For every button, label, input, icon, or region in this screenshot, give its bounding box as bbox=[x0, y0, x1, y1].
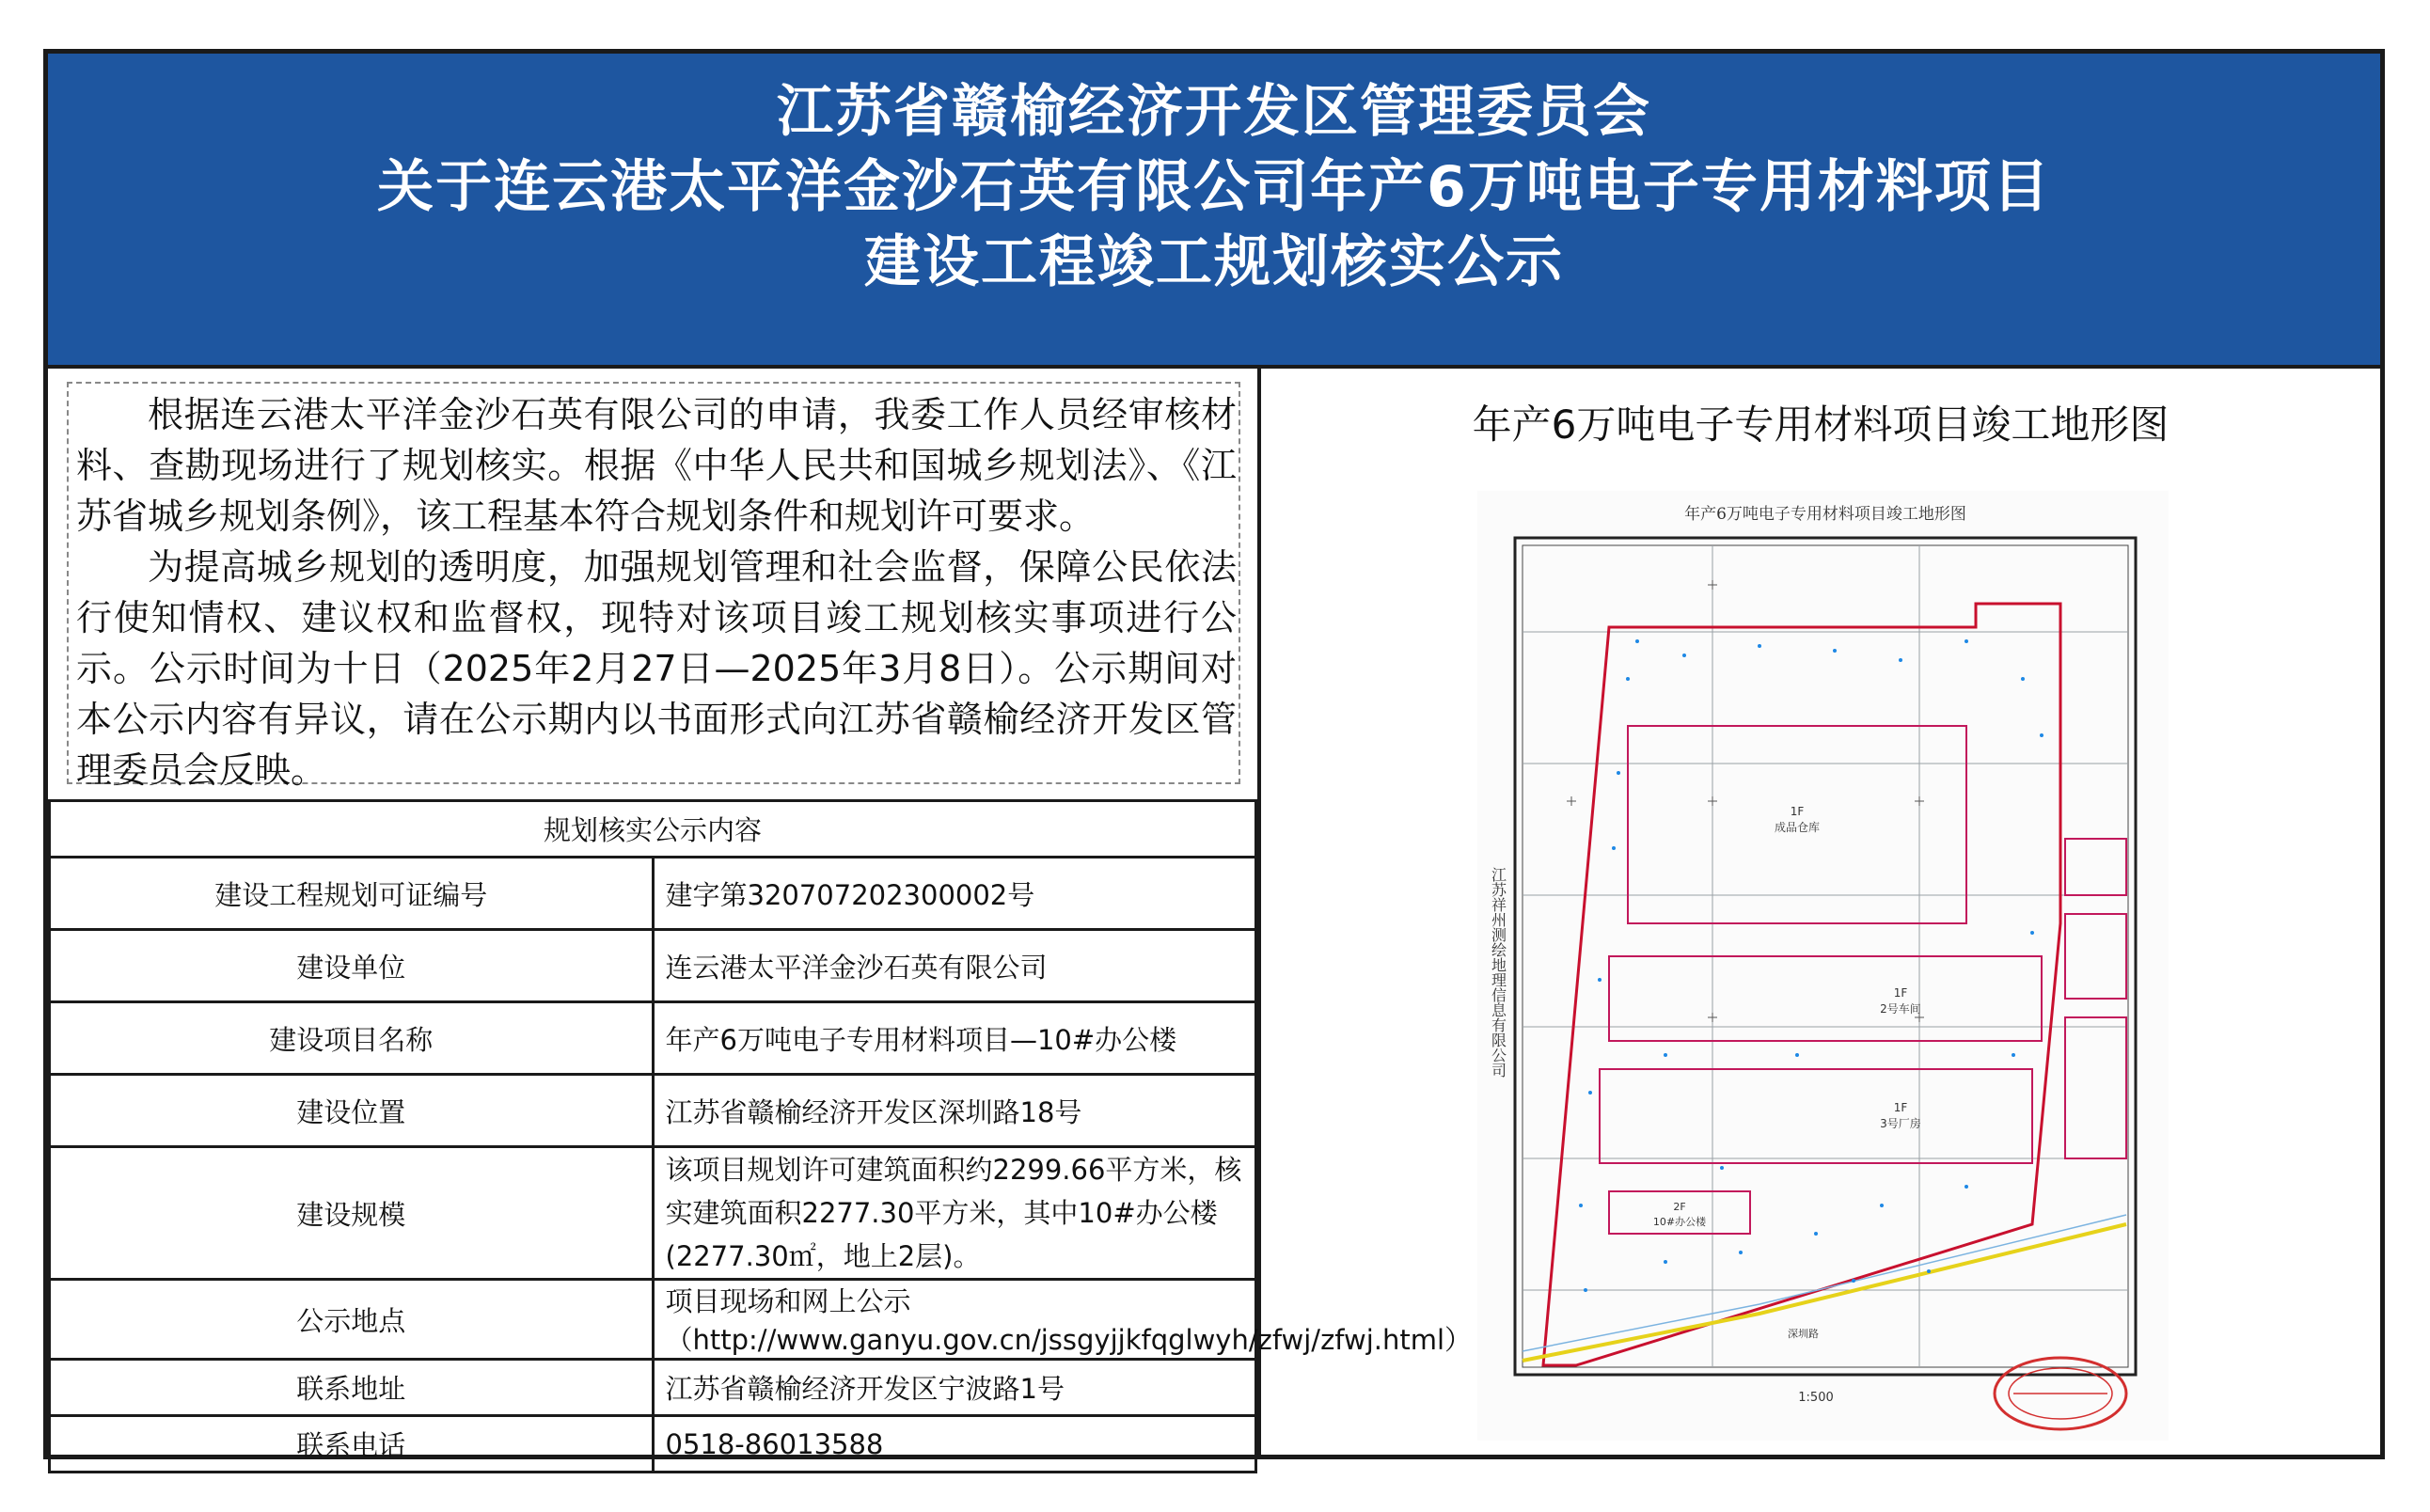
building-a-label: 成品仓库 bbox=[1774, 821, 1821, 834]
row-key-phone: 联系电话 bbox=[50, 1416, 654, 1473]
building-c-floor: 1F bbox=[1893, 1101, 1908, 1114]
right-panel bbox=[1261, 369, 2380, 1455]
building-d-label: 10#办公楼 bbox=[1652, 1216, 1707, 1228]
table-row bbox=[50, 930, 1256, 1002]
table-row bbox=[50, 1002, 1256, 1075]
row-key-unit: 建设单位 bbox=[50, 930, 654, 1002]
row-value-permit-no: 建字第320707202300002号 bbox=[653, 858, 1256, 930]
table-row bbox=[50, 1416, 1256, 1473]
left-panel bbox=[48, 369, 1473, 1461]
building-a-floor: 1F bbox=[1790, 805, 1805, 818]
row-key-permit-no: 建设工程规划可证编号 bbox=[50, 858, 654, 930]
verification-table bbox=[48, 799, 1473, 1473]
notice-text-box bbox=[67, 382, 1240, 791]
table-row bbox=[50, 1147, 1256, 1280]
map-inner-title: 年产6万吨电子专用材料项目竣工地形图 bbox=[1684, 505, 1966, 524]
row-key-scale: 建设规模 bbox=[50, 1147, 654, 1280]
header-banner bbox=[48, 54, 2380, 369]
row-value-location: 江苏省赣榆经济开发区深圳路18号 bbox=[653, 1075, 1256, 1147]
seal-stamp bbox=[1995, 1358, 2126, 1429]
row-key-address: 联系地址 bbox=[50, 1360, 654, 1416]
header-line-1: 江苏省赣榆经济开发区管理委员会 bbox=[777, 79, 1651, 145]
header-line-3: 建设工程竣工规划核实公示 bbox=[864, 229, 1564, 295]
row-key-project-name: 建设项目名称 bbox=[50, 1002, 654, 1075]
table-row bbox=[50, 1075, 1256, 1147]
table-row bbox=[50, 1360, 1256, 1416]
row-key-publicity-place: 公示地点 bbox=[50, 1280, 654, 1360]
notice-paragraph-2: 为提高城乡规划的透明度，加强规划管理和社会监督，保障公民依法行使知情权、建议权和监督权，现特对该项目竣工规划核实事项进行公示。公示时间为十日（2025年2月27日—2025年3月8日）。公示期间对本公示内容有异议，请在公示期内以书面形式向江苏省赣榆经济开发区管理委员会反映。 bbox=[76, 546, 1237, 791]
map-surveyor-label: 江苏祥州测绘地理信息有限公司 bbox=[1489, 867, 1507, 1078]
table-row bbox=[50, 858, 1256, 930]
row-value-scale: 该项目规划许可建筑面积约2299.66平方米，核实建筑面积2277.30平方米，其中10#办公楼(2277.30㎡，地上2层)。 bbox=[653, 1147, 1256, 1280]
table-caption: 规划核实公示内容 bbox=[50, 801, 1256, 858]
header-line-2: 关于连云港太平洋金沙石英有限公司年产6万吨电子专用材料项目 bbox=[377, 154, 2051, 220]
building-d-floor: 2F bbox=[1673, 1201, 1686, 1213]
row-value-unit: 连云港太平洋金沙石英有限公司 bbox=[653, 930, 1256, 1002]
row-key-location: 建设位置 bbox=[50, 1075, 654, 1147]
topographic-map bbox=[1477, 491, 2169, 1441]
notice-board bbox=[43, 49, 2385, 1459]
map-title: 年产6万吨电子专用材料项目竣工地形图 bbox=[1472, 402, 2170, 448]
road-label: 深圳路 bbox=[1788, 1328, 1819, 1340]
building-b-floor: 1F bbox=[1893, 986, 1908, 1000]
map-scale: 1:500 bbox=[1798, 1391, 1834, 1405]
table-row bbox=[50, 1280, 1256, 1360]
building-c-label: 3号厂房 bbox=[1880, 1117, 1921, 1130]
row-value-project-name: 年产6万吨电子专用材料项目—10#办公楼 bbox=[653, 1002, 1256, 1075]
notice-paragraph-1: 根据连云港太平洋金沙石英有限公司的申请，我委工作人员经审核材料、查勘现场进行了规划核实。根据《中华人民共和国城乡规划法》、《江苏省城乡规划条例》，该工程基本符合规划条件和规划许可要求。 bbox=[76, 394, 1237, 537]
row-value-publicity-place: 项目现场和网上公示（http://www.ganyu.gov.cn/jssgyjjkfqglwyh/zfwj/zfwj.html） bbox=[653, 1280, 1256, 1360]
row-value-address: 江苏省赣榆经济开发区宁波路1号 bbox=[653, 1360, 1256, 1416]
row-value-phone: 0518-86013588 bbox=[653, 1416, 1256, 1473]
building-b-label: 2号车间 bbox=[1880, 1002, 1921, 1016]
